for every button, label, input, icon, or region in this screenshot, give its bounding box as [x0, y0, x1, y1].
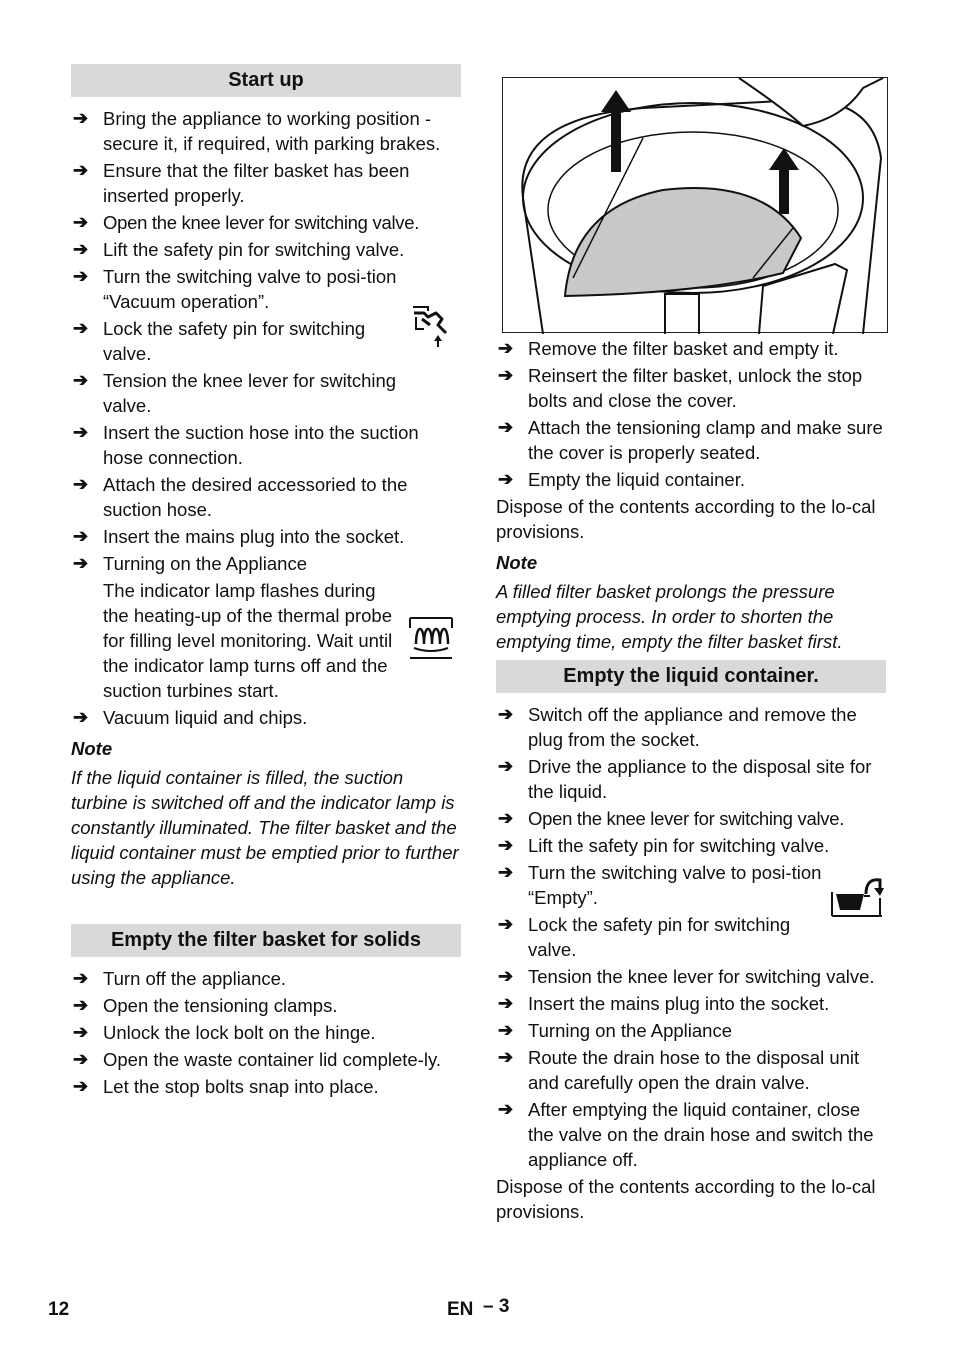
- arrow-icon: ➔: [73, 160, 89, 180]
- step: ➔ Drive the appliance to the disposal site for the liquid.: [498, 756, 872, 802]
- note-text: If the liquid container is filled, the suction turbine is switched off and the indicator lamp is constantly illuminated. The filter basket and the liquid container must be emptied prior to further using the appliance.: [71, 767, 459, 888]
- step: ➔ Lift the safety pin for switching valve.: [498, 835, 830, 856]
- vacuum-operation-icon: [410, 303, 454, 349]
- arrow-icon: ➔: [498, 914, 514, 934]
- step: ➔ Turn off the appliance.: [73, 968, 287, 989]
- step: ➔ Insert the mains plug into the socket.: [73, 526, 405, 547]
- arrow-icon: ➔: [73, 239, 89, 259]
- filter-basket-illustration: [502, 77, 888, 333]
- step: ➔ Tension the knee lever for switching valve.: [498, 966, 875, 987]
- arrow-icon: ➔: [73, 266, 89, 286]
- arrow-icon: ➔: [73, 553, 89, 573]
- arrow-icon: ➔: [498, 338, 514, 358]
- arrow-icon: ➔: [73, 474, 89, 494]
- arrow-icon: ➔: [498, 417, 514, 437]
- filter-basket-steps: [71, 966, 461, 1101]
- arrow-icon: ➔: [498, 1099, 514, 1119]
- step: ➔ Let the stop bolts snap into place.: [73, 1076, 379, 1097]
- heading-empty-filter-basket: Empty the filter basket for solids: [71, 924, 461, 957]
- arrow-icon: ➔: [498, 862, 514, 882]
- dispose-text: Dispose of the contents according to the lo-cal provisions.: [496, 496, 876, 542]
- page-number: 12: [48, 1299, 70, 1320]
- step: ➔ Switch off the appliance and remove the plug from the socket.: [498, 704, 857, 750]
- step: ➔ Open the knee lever for switching valve.: [73, 212, 420, 233]
- step: ➔ Lift the safety pin for switching valve.: [73, 239, 405, 260]
- arrow-icon: ➔: [498, 469, 514, 489]
- step: ➔ Empty the liquid container.: [498, 469, 745, 490]
- dispose-text: Dispose of the contents according to the lo-cal provisions.: [496, 1176, 876, 1222]
- step: ➔ Route the drain hose to the disposal unit and carefully open the drain valve.: [498, 1047, 860, 1093]
- arrow-icon: ➔: [498, 365, 514, 385]
- arrow-icon: ➔: [73, 318, 89, 338]
- step: ➔ Open the tensioning clamps.: [73, 995, 338, 1016]
- step: ➔ Open the waste container lid complete-ly.: [73, 1049, 441, 1070]
- step: ➔ Turn the switching valve to posi-tion “Vacuum operation”.: [73, 266, 397, 312]
- step: ➔ Tension the knee lever for switching valve.: [73, 370, 397, 416]
- arrow-icon: ➔: [73, 707, 89, 727]
- liquid-steps: [496, 702, 888, 1226]
- step: ➔ Insert the suction hose into the suction hose connection.: [73, 422, 419, 468]
- step: ➔ Reinsert the filter basket, unlock the stop bolts and close the cover.: [498, 365, 863, 411]
- arrow-icon: ➔: [498, 756, 514, 776]
- start-up-steps: [71, 106, 461, 890]
- basket-steps: [496, 336, 888, 654]
- arrow-icon: ➔: [498, 835, 514, 855]
- step: ➔ Ensure that the filter basket has been inserted properly.: [73, 160, 410, 206]
- step: ➔ Open the knee lever for switching valve.: [498, 808, 845, 829]
- arrow-icon: ➔: [73, 1049, 89, 1069]
- arrow-icon: ➔: [498, 966, 514, 986]
- arrow-icon: ➔: [73, 1022, 89, 1042]
- arrow-icon: ➔: [73, 968, 89, 988]
- note-label: Note: [496, 552, 538, 573]
- step: ➔ Lock the safety pin for switching valve.: [498, 914, 791, 960]
- heading-empty-liquid-container: Empty the liquid container.: [496, 660, 886, 693]
- step: ➔ Lock the safety pin for switching valve.: [73, 318, 366, 364]
- language-label: EN: [447, 1299, 474, 1320]
- note-text: A filled filter basket prolongs the pressure emptying process. In order to shorten the emptying time, empty the filter basket first.: [496, 581, 843, 652]
- heating-coil-icon: [408, 614, 454, 662]
- step: ➔ Unlock the lock bolt on the hinge.: [73, 1022, 376, 1043]
- arrow-icon: ➔: [498, 704, 514, 724]
- step: ➔ Attach the desired accessoried to the suction hose.: [73, 474, 408, 520]
- heading-start-up: Start up: [71, 64, 461, 97]
- note-label: Note: [71, 738, 113, 759]
- arrow-icon: ➔: [73, 422, 89, 442]
- arrow-icon: ➔: [73, 995, 89, 1015]
- arrow-icon: ➔: [73, 526, 89, 546]
- step: ➔ Insert the mains plug into the socket.: [498, 993, 830, 1014]
- arrow-icon: ➔: [498, 1020, 514, 1040]
- indicator-text: The indicator lamp flashes during the heating-up of the thermal probe for filling level monitoring. Wait until the indicator lamp turns off and the suction turbines start.: [103, 580, 393, 701]
- step: ➔ Remove the filter basket and empty it.: [498, 338, 839, 359]
- step: ➔ Bring the appliance to working position - secure it, if required, with parking brakes.: [73, 108, 441, 154]
- arrow-icon: ➔: [73, 212, 89, 232]
- step: ➔ Turn the switching valve to posi-tion “Empty”.: [498, 862, 822, 908]
- step: ➔ Turning on the Appliance: [73, 553, 307, 574]
- arrow-icon: ➔: [73, 1076, 89, 1096]
- step: ➔ Vacuum liquid and chips.: [73, 707, 308, 728]
- arrow-icon: ➔: [498, 993, 514, 1013]
- arrow-icon: ➔: [498, 1047, 514, 1067]
- step: ➔ Attach the tensioning clamp and make sure the cover is properly seated.: [498, 417, 883, 463]
- arrow-icon: ➔: [73, 370, 89, 390]
- step: ➔ Turning on the Appliance: [498, 1020, 732, 1041]
- section-label: – 3: [483, 1296, 510, 1317]
- arrow-icon: ➔: [498, 808, 514, 828]
- step: ➔ After emptying the liquid container, close the valve on the drain hose and switch the appliance off.: [498, 1099, 874, 1170]
- empty-container-icon: [830, 872, 884, 920]
- arrow-icon: ➔: [73, 108, 89, 128]
